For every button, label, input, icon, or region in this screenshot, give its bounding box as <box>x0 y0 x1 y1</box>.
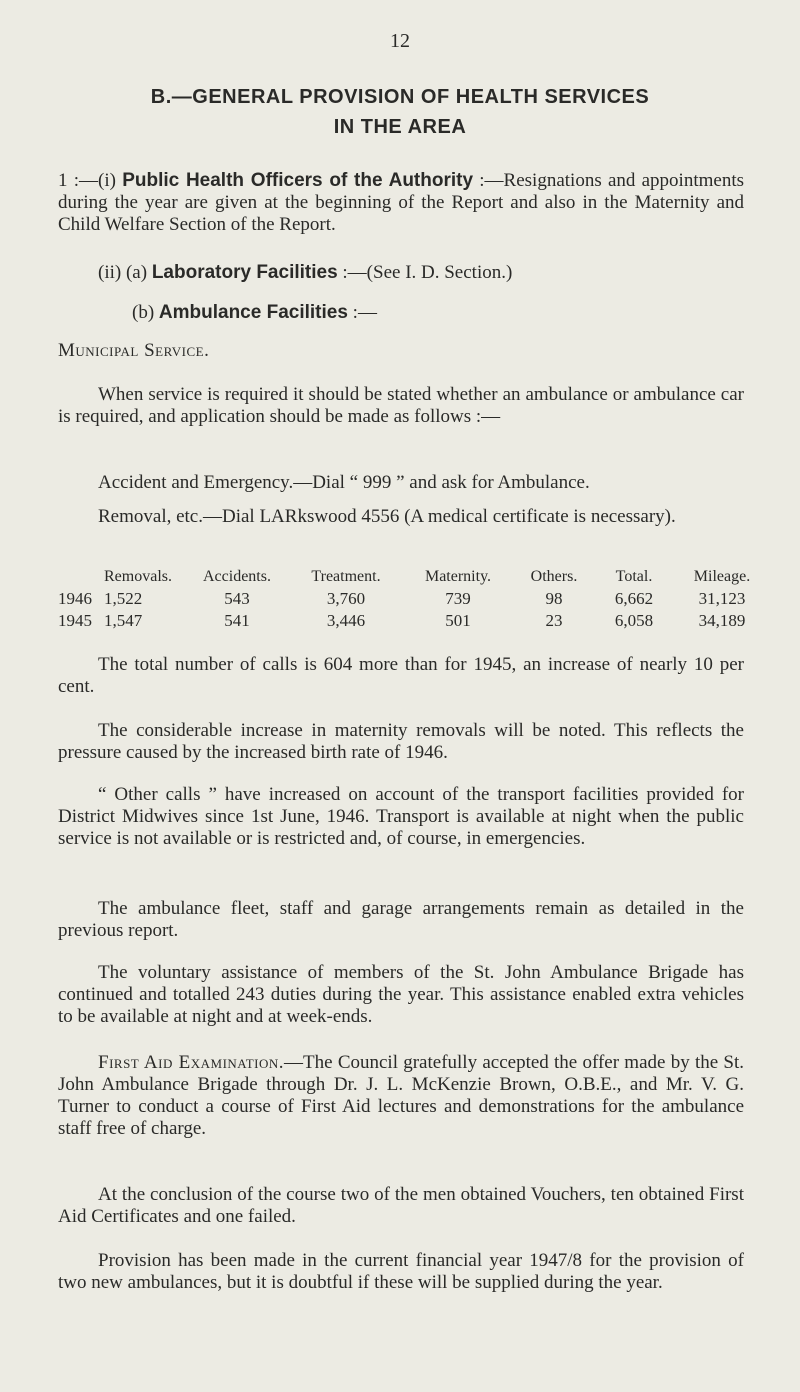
conclusion-paragraph: At the conclusion of the course two of the men obtained Vouchers, ten obtained First Aid Certificates and one failed. <box>58 1184 744 1227</box>
table-cell: 501 <box>445 611 471 630</box>
table-cell: 1,522 <box>104 589 143 608</box>
ambulance-facilities-line <box>132 302 744 324</box>
table-cell: 34,189 <box>698 611 746 630</box>
table-header-cell: Others. <box>530 568 578 585</box>
table-cell: 6,662 <box>614 589 654 608</box>
municipal-service-heading: Municipal Service. <box>58 340 210 361</box>
table-header-cell: Accidents. <box>203 568 271 585</box>
item-prefix: (ii) (a) <box>98 262 152 283</box>
total-calls-paragraph: The total number of calls is 604 more than for 1945, an increase of nearly 10 per cent. <box>58 654 744 697</box>
page-number: 12 <box>390 30 410 52</box>
provision-paragraph: Provision has been made in the current financial year 1947/8 for the provision of two new ambulances, but it is doubtful if these will be supplied during the year. <box>58 1250 744 1293</box>
heading-line-1: B.—GENERAL PROVISION OF HEALTH SERVICES <box>150 86 650 108</box>
table-header-row <box>58 566 770 588</box>
table-cell: 3,446 <box>326 611 366 630</box>
table-cell-year: 1946 <box>58 589 92 608</box>
table-header-cell: Removals. <box>104 568 172 585</box>
table-header-cell: Total. <box>615 568 653 585</box>
table-cell-year: 1945 <box>58 611 92 630</box>
table-header-cell <box>58 566 104 588</box>
accident-paragraph: Accident and Emergency.—Dial “ 999 ” and ask for Ambulance. <box>98 472 590 493</box>
service-paragraph: When service is required it should be stated whether an ambulance or ambulance car is required, and application should be made as follows :— <box>58 384 744 427</box>
table-header-cell: Maternity. <box>424 568 492 585</box>
section-heading <box>60 82 740 142</box>
item-text: :—Resignations and appointments during the year are given at the beginning of the Report and also in the Maternity and Child Welfare Section of the Report. <box>58 170 744 235</box>
ambulance-statistics-table <box>58 566 770 632</box>
first-aid-text: —The Council gratefully accepted the offer made by the St. John Ambulance Brigade through Dr. J. L. McKenzie Brown, O.B.E., and Mr. V. G. Turner to conduct a course of First Aid lectures and demonstrations for the ambulance staff free of charge. <box>58 1052 744 1139</box>
removal-paragraph: Removal, etc.—Dial LARkswood 4556 (A medical certificate is necessary). <box>98 506 676 527</box>
maternity-paragraph: The considerable increase in maternity removals will be noted. This reflects the pressure caused by the increased birth rate of 1946. <box>58 720 744 763</box>
table-cell: 543 <box>224 589 250 608</box>
item-prefix: 1 :—(i) <box>58 170 123 191</box>
table-cell: 23 <box>545 611 563 630</box>
table-cell: 31,123 <box>698 589 746 608</box>
voluntary-assistance-paragraph: The voluntary assistance of members of the St. John Ambulance Brigade has continued and totalled 243 duties during the year. This assistance enabled extra vehicles to be available at night and at week-ends. <box>58 962 744 1027</box>
table-cell: 739 <box>445 589 471 608</box>
table-row <box>58 588 770 610</box>
table-cell: 3,760 <box>326 589 366 608</box>
public-health-officers-paragraph <box>58 170 744 236</box>
laboratory-facilities-line <box>98 262 744 284</box>
fleet-paragraph: The ambulance fleet, staff and garage arrangements remain as detailed in the previous report. <box>58 898 744 941</box>
item-text: :—(See I. D. Section.) <box>337 262 513 283</box>
heading-line-2: IN THE AREA <box>333 116 467 138</box>
item-title: Laboratory Facilities <box>151 262 338 283</box>
first-aid-paragraph <box>58 1052 744 1140</box>
item-title: Ambulance Facilities <box>158 302 348 323</box>
other-calls-paragraph: “ Other calls ” have increased on account of the transport facilities provided for District Midwives since 1st June, 1946. Transport is available at night when the public service is not available or is restricted and, of course, in emergencies. <box>58 784 744 849</box>
item-title: Public Health Officers of the Authority <box>122 170 474 191</box>
first-aid-heading: First Aid Examination. <box>98 1052 285 1073</box>
table-cell: 541 <box>224 611 250 630</box>
table-header-cell: Mileage. <box>693 568 751 585</box>
table-row <box>58 610 770 632</box>
table-cell: 6,058 <box>614 611 654 630</box>
item-text: :— <box>347 302 377 323</box>
table-cell: 98 <box>545 589 563 608</box>
table-cell: 1,547 <box>104 611 143 630</box>
table-header-cell: Treatment. <box>311 568 381 585</box>
item-prefix: (b) <box>132 302 159 323</box>
